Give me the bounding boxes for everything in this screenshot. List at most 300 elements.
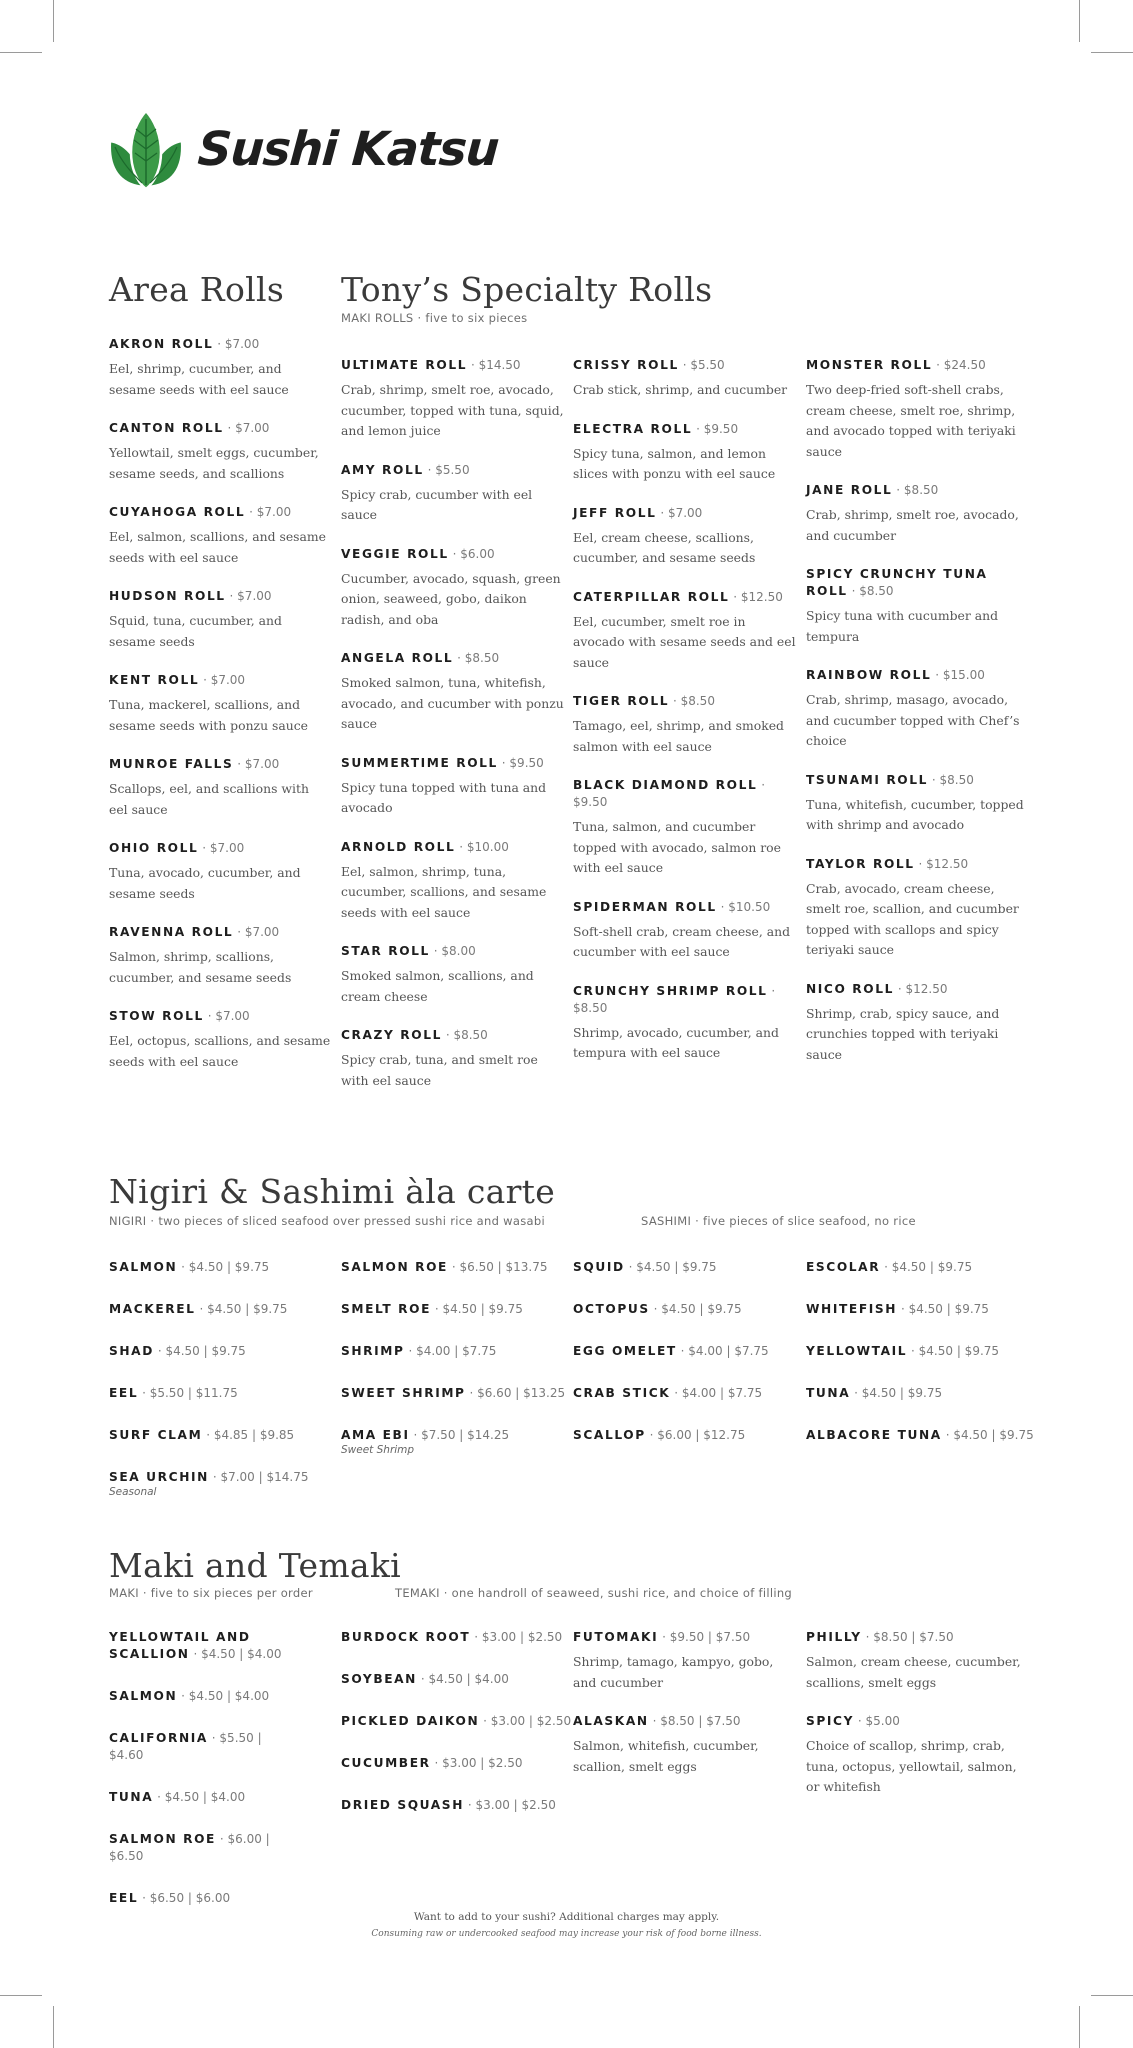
specialty-subtitle: MAKI ROLLS · five to six pieces	[341, 311, 528, 325]
menu-item	[341, 650, 567, 735]
menu-item-name: BURDOCK ROOT	[341, 1630, 471, 1644]
menu-item	[341, 1671, 566, 1688]
menu-item-price: · $7.00	[249, 505, 292, 519]
specialty-col-1	[341, 357, 567, 1091]
menu-item-description: Squid, tuna, cucumber, and sesame seeds	[109, 613, 282, 649]
menu-item-heading	[341, 1259, 566, 1276]
menu-item-price: · $4.00 | $7.75	[408, 1344, 497, 1358]
menu-item-heading	[109, 1831, 299, 1865]
menu-item-description: Spicy tuna, salmon, and lemon slices with ponzu with eel sauce	[573, 445, 776, 481]
menu-item-name: EEL	[109, 1891, 139, 1905]
menu-item-name: FUTOMAKI	[573, 1630, 659, 1644]
menu-item	[109, 756, 331, 820]
menu-item-name: AKRON ROLL	[109, 337, 214, 351]
menu-item-name: ESCOLAR	[806, 1260, 881, 1274]
menu-item-price: · $4.50 | $9.75	[945, 1428, 1034, 1442]
menu-item-heading	[806, 1629, 1028, 1646]
menu-item-heading	[109, 1469, 334, 1486]
menu-item-heading	[341, 546, 567, 563]
menu-item-price: · $9.50	[573, 778, 766, 809]
menu-item-name: ALASKAN	[573, 1714, 649, 1728]
menu-item-name: CALIFORNIA	[109, 1731, 208, 1745]
menu-item-name: WHITEFISH	[806, 1302, 898, 1316]
menu-item-description: Scallops, eel, and scallions with eel sauce	[109, 781, 309, 817]
brand-logo	[106, 107, 498, 191]
menu-item-price: · $3.00 | $2.50	[483, 1714, 572, 1728]
menu-item-name: SHAD	[109, 1344, 154, 1358]
menu-item-heading	[806, 1301, 1031, 1318]
menu-item-description: Crab, shrimp, smelt roe, avocado, cucumber, topped with tuna, squid, and lemon juice	[341, 382, 564, 438]
menu-item-heading	[109, 672, 331, 689]
menu-item-heading	[109, 504, 331, 521]
menu-item-heading	[573, 1713, 795, 1730]
menu-item-price: · $8.50 | $7.50	[865, 1630, 954, 1644]
menu-item-heading	[109, 1789, 299, 1806]
menu-item-heading	[573, 357, 799, 374]
menu-item	[573, 983, 799, 1064]
menu-item	[806, 981, 1032, 1066]
menu-item-price: · $15.00	[935, 668, 985, 682]
menu-item-price: · $7.00	[229, 589, 272, 603]
menu-item	[109, 504, 331, 568]
menu-item-name: SOYBEAN	[341, 1672, 417, 1686]
nigiri-subtitle: NIGIRI · two pieces of sliced seafood over pressed sushi rice and wasabi	[109, 1214, 545, 1228]
menu-item-name: EEL	[109, 1386, 139, 1400]
menu-item	[109, 1629, 299, 1663]
menu-item-name: TUNA	[109, 1790, 154, 1804]
menu-item-price: · $4.00 | $7.75	[674, 1386, 763, 1400]
menu-item-name: MONSTER ROLL	[806, 358, 933, 372]
area-rolls-list	[109, 336, 331, 1072]
menu-item-price: · $6.60 | $13.25	[469, 1386, 566, 1400]
menu-item-name: BLACK DIAMOND ROLL	[573, 778, 758, 792]
menu-item-heading	[341, 1713, 572, 1730]
menu-item	[109, 420, 331, 484]
menu-item-heading	[573, 899, 799, 916]
menu-item-heading	[806, 1259, 1031, 1276]
menu-item-heading	[341, 1301, 566, 1318]
menu-item-description: Crab, shrimp, masago, avocado, and cucumber topped with Chef’s choice	[806, 692, 1020, 748]
menu-item-price: · $8.50	[896, 483, 939, 497]
menu-item	[573, 589, 799, 674]
menu-item-price: · $6.00	[452, 546, 495, 561]
menu-item-heading	[806, 1385, 1031, 1402]
menu-item-description: Spicy tuna with cucumber and tempura	[806, 608, 999, 644]
menu-item-name: HUDSON ROLL	[109, 589, 226, 603]
menu-item-price: · $8.50 | $7.50	[652, 1714, 741, 1728]
menu-item-heading	[341, 1427, 566, 1444]
menu-item	[806, 1427, 1034, 1444]
menu-item-description: Cucumber, avocado, squash, green onion, seaweed, gobo, daikon radish, and oba	[341, 570, 561, 627]
menu-item-name: SMELT ROE	[341, 1302, 432, 1316]
menu-item	[806, 1259, 1031, 1276]
menu-item-price: · $5.50	[427, 462, 470, 477]
menu-item-heading	[109, 1343, 334, 1360]
menu-item	[573, 899, 799, 963]
menu-item-name: SURF CLAM	[109, 1428, 203, 1442]
menu-item-heading	[573, 983, 799, 1017]
nigiri-sashimi-title: Nigiri & Sashimi àla carte	[109, 1172, 556, 1211]
menu-item-name: SALMON ROE	[109, 1832, 216, 1846]
menu-item-description: Salmon, cream cheese, cucumber, scallions, smelt eggs	[806, 1654, 1021, 1690]
menu-item-description: Eel, salmon, shrimp, tuna, cucumber, scallions, and sesame seeds with eel sauce	[341, 863, 547, 920]
menu-item	[341, 1385, 566, 1402]
menu-item-description: Eel, shrimp, cucumber, and sesame seeds with eel sauce	[109, 361, 289, 397]
menu-item-name: OHIO ROLL	[109, 841, 199, 855]
menu-item-price: · $14.50	[470, 358, 521, 372]
menu-item-heading	[573, 1385, 798, 1402]
menu-item-name: CRUNCHY SHRIMP ROLL	[573, 983, 768, 998]
menu-item-description: Two deep-fried soft-shell crabs, cream cheese, smelt roe, shrimp, and avocado topped with teriyaki sauce	[806, 382, 1016, 459]
menu-item-description: Tuna, mackerel, scallions, and sesame seeds with ponzu sauce	[109, 697, 308, 733]
menu-item-heading	[806, 772, 1032, 789]
menu-item	[806, 357, 1032, 462]
menu-item	[341, 1259, 566, 1276]
menu-item	[573, 1343, 798, 1360]
menu-item-name: JANE ROLL	[806, 483, 893, 497]
menu-item	[573, 1713, 795, 1777]
menu-item-heading	[109, 1629, 299, 1663]
menu-item	[806, 1629, 1028, 1693]
menu-item-name: CUCUMBER	[341, 1756, 431, 1770]
menu-item-heading	[573, 693, 799, 710]
menu-item-price: · $12.50	[733, 589, 783, 604]
menu-item-heading	[573, 1629, 795, 1646]
menu-item-heading	[573, 421, 799, 438]
menu-item-name: TSUNAMI ROLL	[806, 772, 929, 787]
crop-mark	[53, 0, 54, 42]
footer-disclaimer: Consuming raw or undercooked seafood may increase your risk of food borne illness.	[371, 1929, 762, 1939]
menu-item-note: Seasonal	[109, 1486, 157, 1498]
menu-item-note: Sweet Shrimp	[341, 1444, 415, 1456]
menu-item-price: · $4.50 | $4.00	[193, 1647, 282, 1661]
menu-item	[573, 1259, 798, 1276]
menu-item-price: · $4.50 | $9.75	[434, 1302, 523, 1316]
menu-item-name: CUYAHOGA ROLL	[109, 505, 246, 519]
menu-item	[806, 566, 1032, 647]
menu-item	[806, 1385, 1031, 1402]
menu-item-name: ELECTRA ROLL	[573, 421, 693, 436]
menu-item-heading	[109, 1730, 299, 1764]
menu-item	[341, 1027, 567, 1091]
menu-item-heading	[806, 1343, 1031, 1360]
menu-item-heading	[341, 1385, 566, 1402]
menu-item-description: Eel, cucumber, smelt roe in avocado with sesame seeds and eel sauce	[573, 613, 796, 670]
menu-item	[573, 1427, 798, 1444]
menu-item-price: · $5.50 | $4.60	[109, 1731, 262, 1762]
menu-item-price: · $6.50 | $6.00	[142, 1891, 231, 1905]
menu-item-heading	[806, 357, 1032, 374]
menu-item-heading	[341, 943, 567, 960]
menu-item-name: DRIED SQUASH	[341, 1798, 464, 1812]
footer-note: Want to add to your sushi? Additional charges may apply.	[413, 1911, 720, 1923]
menu-item-name: AMY ROLL	[341, 462, 424, 477]
menu-item-description: Eel, salmon, scallions, and sesame seeds with eel sauce	[109, 529, 326, 565]
menu-item	[109, 1259, 334, 1276]
menu-item-description: Crab, shrimp, smelt roe, avocado, and cucumber	[806, 507, 1019, 543]
menu-item-price: · $7.00	[227, 421, 270, 435]
menu-item	[806, 667, 1032, 752]
menu-item-price: · $8.00	[433, 944, 476, 958]
menu-item-name: TUNA	[806, 1386, 851, 1400]
menu-item-name: ANGELA ROLL	[341, 651, 454, 665]
menu-item-name: KENT ROLL	[109, 673, 200, 687]
specialty-col-2	[573, 357, 799, 1064]
menu-item-heading	[806, 482, 1032, 499]
menu-item-price: · $9.50	[501, 755, 544, 770]
menu-item-description: Yellowtail, smelt eggs, cucumber, sesame seeds, and scallions	[109, 445, 319, 481]
menu-item-heading	[806, 1713, 1028, 1730]
menu-item	[806, 1301, 1031, 1318]
menu-item-name: MACKEREL	[109, 1302, 196, 1316]
menu-item-description: Spicy crab, cucumber with eel sauce	[341, 486, 533, 522]
menu-item-heading	[341, 650, 567, 667]
menu-item-description: Tamago, eel, shrimp, and smoked salmon with eel sauce	[573, 718, 784, 754]
menu-item-heading	[109, 420, 331, 437]
menu-item-name: TAYLOR ROLL	[806, 856, 915, 871]
menu-item	[109, 840, 331, 904]
menu-item-name: OCTOPUS	[573, 1302, 650, 1316]
menu-item-heading	[341, 755, 567, 772]
menu-item-price: · $8.50	[931, 772, 974, 787]
crop-mark	[0, 1995, 42, 1996]
menu-item	[573, 1629, 795, 1693]
nigiri-col-4	[806, 1259, 1034, 1444]
menu-item-name: CRAB STICK	[573, 1386, 671, 1400]
crop-mark	[1079, 0, 1080, 42]
menu-item-price: · $9.50 | $7.50	[662, 1630, 751, 1644]
menu-item-heading	[109, 336, 331, 353]
menu-item-name: AMA EBI	[341, 1428, 410, 1442]
menu-item-price: · $9.50	[696, 421, 739, 436]
menu-item	[109, 588, 331, 652]
menu-item-heading	[109, 1890, 299, 1907]
menu-item	[573, 357, 799, 401]
menu-item-heading	[806, 856, 1032, 873]
menu-item-price: · $10.50	[720, 899, 771, 914]
menu-item-price: · $4.50 | $9.75	[157, 1344, 246, 1358]
menu-item-price: · $10.00	[459, 839, 509, 854]
maki-col-2	[341, 1629, 572, 1814]
menu-item-name: SCALLOP	[573, 1428, 646, 1442]
menu-item-heading	[341, 839, 567, 856]
menu-item-price: · $4.50 | $9.75	[653, 1302, 742, 1316]
menu-item-heading	[806, 1427, 1034, 1444]
menu-item	[341, 462, 567, 526]
menu-item	[341, 1713, 572, 1730]
menu-item-heading	[109, 1008, 331, 1025]
crop-mark	[1079, 2006, 1080, 2048]
menu-item-name: SPICY	[806, 1714, 855, 1728]
menu-item-heading	[573, 505, 799, 522]
menu-item	[341, 1301, 566, 1318]
menu-item-heading	[573, 1301, 798, 1318]
menu-item	[573, 505, 799, 569]
menu-item-name: NICO ROLL	[806, 981, 894, 996]
menu-item-heading	[109, 756, 331, 773]
menu-item-price: · $8.50	[851, 584, 894, 598]
menu-item-heading	[109, 1385, 334, 1402]
menu-item-price: · $7.00	[202, 841, 245, 855]
menu-item-description: Spicy crab, tuna, and smelt roe with eel sauce	[341, 1052, 538, 1088]
brand-name: Sushi Katsu	[196, 121, 500, 177]
nigiri-col-2	[341, 1259, 566, 1456]
menu-item-price: · $6.00 | $6.50	[109, 1832, 270, 1863]
menu-item-description: Tuna, whitefish, cucumber, topped with shrimp and avocado	[806, 796, 1024, 832]
menu-item-name: ARNOLD ROLL	[341, 839, 456, 854]
menu-item-name: SALMON	[109, 1689, 178, 1703]
sashimi-subtitle: SASHIMI · five pieces of slice seafood, no rice	[641, 1214, 916, 1228]
menu-item-price: · $24.50	[936, 358, 986, 372]
menu-item-heading	[109, 924, 331, 941]
maki-temaki-title: Maki and Temaki	[109, 1546, 402, 1585]
menu-item	[109, 1343, 334, 1360]
menu-item-name: RAINBOW ROLL	[806, 668, 932, 682]
menu-item-price: · $8.50	[445, 1028, 488, 1042]
menu-item-name: TIGER ROLL	[573, 694, 670, 708]
menu-item-price: · $4.50 | $9.75	[199, 1302, 288, 1316]
menu-item-name: SPIDERMAN ROLL	[573, 899, 717, 914]
menu-item-heading	[573, 777, 799, 811]
menu-item-name: SWEET SHRIMP	[341, 1386, 466, 1400]
menu-item-description: Eel, octopus, scallions, and sesame seeds with eel sauce	[109, 1033, 331, 1069]
menu-item-name: SALMON	[109, 1260, 178, 1274]
menu-item-price: · $7.00	[660, 505, 703, 520]
specialty-col-3	[806, 357, 1032, 1065]
menu-item	[341, 755, 567, 819]
menu-item-description: Shrimp, tamago, kampyo, gobo, and cucumber	[573, 1654, 774, 1690]
menu-item-heading	[573, 1427, 798, 1444]
menu-item-heading	[573, 1343, 798, 1360]
menu-item-heading	[109, 1259, 334, 1276]
menu-item	[109, 1385, 334, 1402]
menu-item-price: · $5.00	[857, 1714, 900, 1728]
menu-item-name: SALMON ROE	[341, 1260, 448, 1274]
menu-item-name: YELLOWTAIL AND SCALLION	[109, 1630, 251, 1661]
menu-item-heading	[341, 1797, 566, 1814]
menu-item-price: · $7.00	[237, 757, 280, 771]
menu-item-heading	[341, 1629, 566, 1646]
menu-item-price: · $5.50 | $11.75	[142, 1386, 238, 1400]
menu-item-price: · $12.50	[918, 856, 969, 871]
menu-item-name: SQUID	[573, 1260, 625, 1274]
menu-item-name: PHILLY	[806, 1630, 862, 1644]
menu-item-price: · $4.85 | $9.85	[206, 1428, 295, 1442]
menu-item-description: Soft-shell crab, cream cheese, and cucumber with eel sauce	[573, 923, 791, 959]
menu-item	[109, 924, 331, 988]
menu-item-heading	[109, 1688, 299, 1705]
menu-item	[806, 856, 1032, 961]
menu-item-name: CATERPILLAR ROLL	[573, 589, 730, 604]
menu-item	[341, 943, 567, 1007]
menu-item-heading	[806, 981, 1032, 998]
menu-item	[109, 1301, 334, 1318]
menu-item-heading	[341, 357, 567, 374]
menu-item-name: EGG OMELET	[573, 1344, 677, 1358]
menu-item-name: VEGGIE ROLL	[341, 546, 449, 561]
menu-item	[341, 1427, 566, 1456]
menu-item-description: Spicy tuna topped with tuna and avocado	[341, 779, 547, 815]
menu-item-description: Shrimp, crab, spicy sauce, and crunchies topped with teriyaki sauce	[806, 1005, 1000, 1062]
menu-item	[109, 1831, 299, 1865]
menu-item-name: SPICY CRUNCHY TUNA ROLL	[806, 567, 988, 598]
menu-item-description: Choice of scallop, shrimp, crab, tuna, octopus, yellowtail, salmon, or whitefish	[806, 1738, 1017, 1794]
menu-item-name: SEA URCHIN	[109, 1470, 209, 1484]
menu-item-name: CRISSY ROLL	[573, 358, 679, 372]
menu-item	[341, 546, 567, 631]
specialty-rolls-title: Tony’s Specialty Rolls	[341, 270, 713, 309]
menu-item	[806, 1713, 1028, 1798]
menu-item-name: ULTIMATE ROLL	[341, 358, 468, 372]
menu-item-name: PICKLED DAIKON	[341, 1714, 480, 1728]
menu-item-price: · $4.50 | $9.75	[181, 1260, 270, 1274]
menu-item-description: Smoked salmon, tuna, whitefish, avocado, and cucumber with ponzu sauce	[341, 675, 564, 731]
menu-item-heading	[341, 1343, 566, 1360]
temaki-subtitle: TEMAKI · one handroll of seaweed, sushi rice, and choice of filling	[395, 1586, 793, 1600]
menu-item-name: JEFF ROLL	[573, 505, 657, 520]
menu-item-price: · $8.50	[457, 651, 500, 665]
menu-item-name: SUMMERTIME ROLL	[341, 755, 498, 770]
menu-item	[573, 693, 799, 757]
menu-item-description: Tuna, avocado, cucumber, and sesame seeds	[109, 865, 301, 901]
menu-item-heading	[806, 667, 1032, 684]
menu-item-price: · $5.50	[682, 358, 725, 372]
menu-item	[109, 1469, 334, 1498]
maki-col-1	[109, 1629, 299, 1907]
menu-item-price: · $12.50	[897, 981, 948, 996]
menu-item	[573, 1385, 798, 1402]
menu-item-heading	[573, 589, 799, 606]
menu-item-name: CRAZY ROLL	[341, 1028, 442, 1042]
menu-item-name: STOW ROLL	[109, 1009, 204, 1023]
menu-item	[341, 1755, 566, 1772]
menu-item	[806, 1343, 1031, 1360]
menu-item-price: · $7.00	[207, 1009, 250, 1023]
menu-item-description: Tuna, salmon, and cucumber topped with avocado, salmon roe with eel sauce	[573, 819, 781, 875]
menu-item-description: Shrimp, avocado, cucumber, and tempura with eel sauce	[573, 1024, 779, 1060]
menu-item-name: SHRIMP	[341, 1344, 405, 1358]
menu-item	[109, 1688, 299, 1705]
menu-item-description: Crab, avocado, cream cheese, smelt roe, scallion, and cucumber topped with scallops and spicy teriyaki sauce	[806, 880, 1019, 957]
menu-item-price: · $4.50 | $9.75	[911, 1344, 1000, 1358]
menu-item-price: · $4.50 | $9.75	[884, 1260, 973, 1274]
menu-item	[341, 1629, 566, 1646]
menu-item-price: · $7.00 | $14.75	[212, 1470, 309, 1484]
menu-item	[109, 1008, 331, 1072]
crop-mark	[53, 2006, 54, 2048]
menu-item-heading	[109, 1301, 334, 1318]
crop-mark	[1091, 52, 1133, 53]
menu-item-heading	[109, 588, 331, 605]
menu-item	[109, 1730, 299, 1764]
menu-item	[573, 777, 799, 879]
menu-item-heading	[341, 1671, 566, 1688]
menu-item-price: · $7.00	[237, 925, 280, 939]
menu-item-heading	[109, 1427, 334, 1444]
nigiri-col-3	[573, 1259, 798, 1444]
crop-mark	[1091, 1995, 1133, 1996]
menu-item-description: Salmon, shrimp, scallions, cucumber, and sesame seeds	[109, 949, 292, 985]
menu-item-name: MUNROE FALLS	[109, 757, 234, 771]
leaf-icon	[106, 107, 186, 191]
menu-item	[109, 336, 331, 400]
menu-item-price: · $3.00 | $2.50	[474, 1630, 563, 1644]
menu-item-description: Smoked salmon, scallions, and cream cheese	[341, 968, 534, 1004]
menu-item-price: · $4.50 | $4.00	[157, 1790, 246, 1804]
menu-item-price: · $4.00 | $7.75	[680, 1344, 769, 1358]
menu-item-heading	[341, 462, 567, 479]
menu-item-description: Eel, cream cheese, scallions, cucumber, and sesame seeds	[573, 529, 756, 565]
